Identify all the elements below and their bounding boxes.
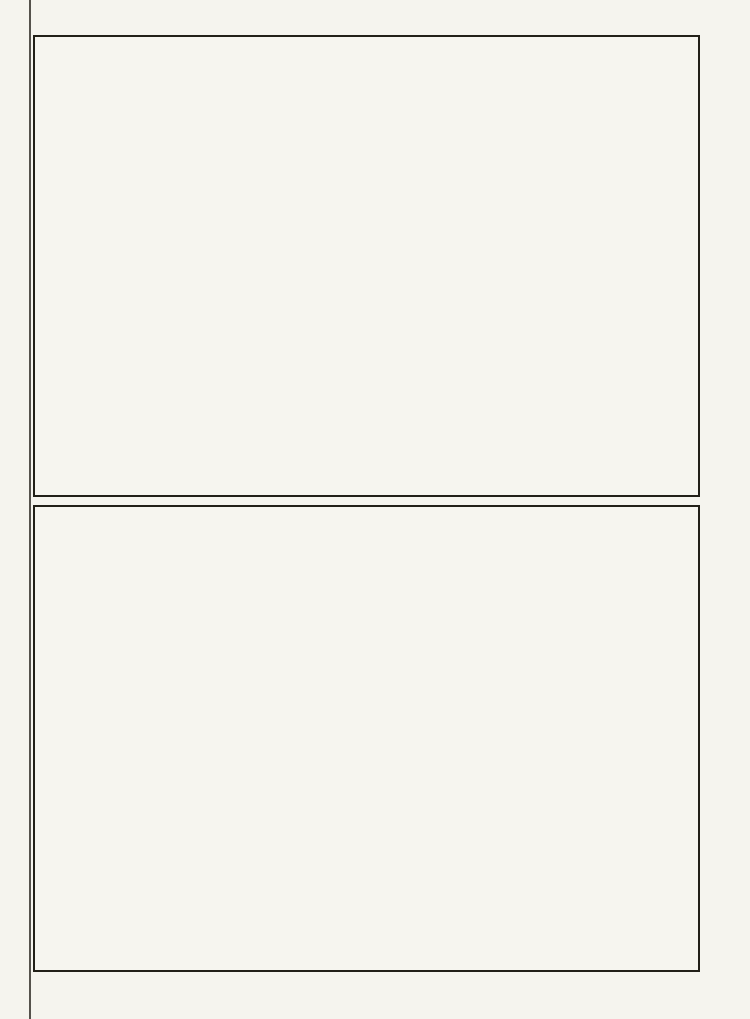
binding-line (29, 0, 31, 1019)
top-roster-table (33, 35, 700, 497)
bottom-roster-table (33, 505, 700, 972)
